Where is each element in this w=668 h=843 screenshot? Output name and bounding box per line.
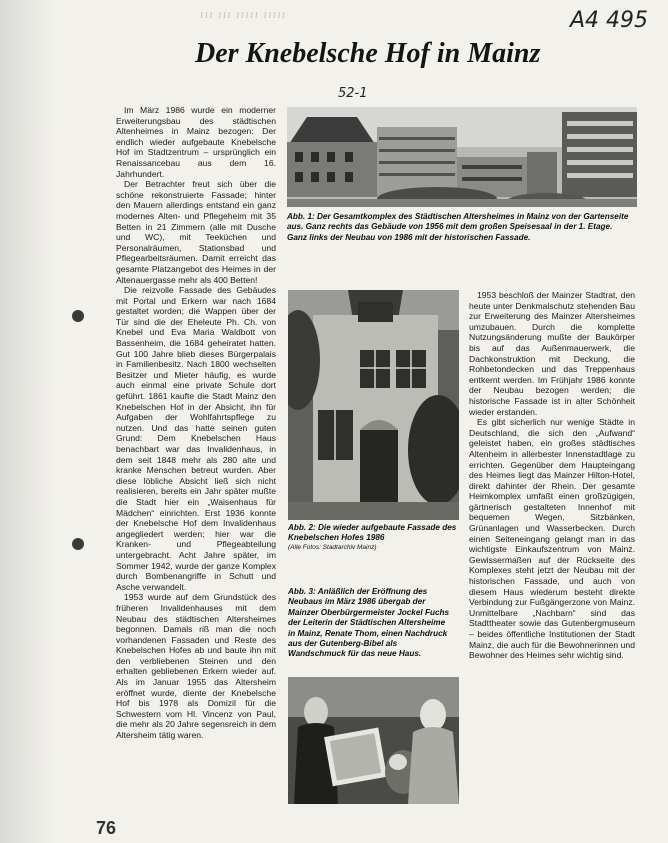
punch-hole-top [72, 310, 84, 322]
article-column-3 [469, 290, 635, 730]
paragraph: 1953 wurde auf dem Grundstück des früheren Invalidenhauses mit dem Neubau des städtischen Altersheimes begonnen. Damals riß man die noch vorhandenen Fassaden und Reste des Knebelschen Hofes ab und baute ihn mit den verbliebenen Steinen und den erhalten gebliebenen Erkern wieder auf. Als im Januar 1955 das Altersheim eröffnet wurde, diente der Knebelsche Hof bis 1978 als Domizil für die Schwestern vom Hl. Vincenz von Paul, die mehr als 20 Jahre segensreich in dem Altersheim tätig waren. [116, 592, 276, 741]
caption-figure-3: Abb. 3: Anläßlich der Eröffnung des Neubaus im März 1986 übergab der Mainzer Oberbürgermeister Jockel Fuchs der Leiterin der Städtischen Altersheime in Mainz, Renate Thom, einen Nachdruck aus der Gutenberg-Bibel als Wandschmuck für das neue Haus. [288, 587, 450, 659]
paragraph: Der Betrachter freut sich über die schöne rekonstruierte Fassade; hinter den Mauern allerdings entstand ein ganz modernes Alten- und Pflegeheim mit 35 Betten in 21 Zimmern (alle mit Dusche und WC), mit Teeküchen und Personalräumen, Stationsbad und Pflegearbeitsräumen. Damit erreicht das gesamte Platzangebot des Heimes in der Altenauergasse mehr als 400 Betten! [116, 179, 276, 285]
paragraph: Es gibt sicherlich nur wenige Städte in Deutschland, die sich den „Aufwand“ geleistet haben, ein großes städtisches Altenheim in allerbester Innenstadtlage zu errichten. Gegenüber dem Haupteingang des Heimes liegt das Mainzer Hilton-Hotel, direkt dahinter der Rhein. Der gesamte Heimkomplex umfaßt einen großzügigen, gärtnerisch gestalteten Innenhof mit bequemen Wegen, Sitzbänken, Grünanlagen und Wasserbecken. Durch einen Seiteneingang gelangt man in das wichtigste Einkaufszentrum von Mainz. Gewissermaßen auf der Rückseite des Komplexes steht jetzt der Neubau mit der historischen Fassade, und auch von diesem Haus wiederum besteht direkte Verbindung zur Fußgängerzone von Mainz. Unmittelbare „Nachbarn“ sind das Stadttheater sowie das Gutenbergmuseum – beides öffentliche Institutionen der Stadt Mainz, die auch für die Bewohnerinnen und Bewohner des Heimes sehr wichtig sind. [469, 417, 635, 661]
caption-figure-2 [288, 523, 459, 552]
caption-figure-2-text: Abb. 2: Die wieder aufgebaute Fassade des Knebelschen Hofes 1986 [288, 523, 457, 543]
punch-hole-bottom [72, 538, 84, 550]
handwritten-note: 52-1 [338, 86, 368, 101]
faint-header-text: ııı ııı ııııı ııııı [200, 6, 287, 21]
handwritten-archive-number: A4 495 [570, 8, 649, 33]
photo-ceremony [288, 677, 459, 804]
paragraph: 1953 beschloß der Mainzer Stadtrat, den heute unter Denkmalschutz stehenden Bau zur Erweiterung des Mainzer Altersheimes umzubauen. Durch die komplette Nutzungsänderung mußte der Baukörper bis auf das Außenmauerwerk, die Dachkonstruktion mit Deckung, die Rohbetondecken und das Treppenhaus entkernt werden. Im Frühjahr 1986 konnte der Neubau bezogen werden; die historische Fassade ist in alter Schönheit wieder erstanden. [469, 290, 635, 417]
photo-building-complex [287, 107, 637, 207]
caption-figure-1: Abb. 1: Der Gesamtkomplex des Städtischen Altersheimes in Mainz von der Gartenseite aus. Ganz rechts das Gebäude von 1956 mit dem großen Speisesaal in der 1. Etage. Ganz links der Neubau von 1986 mit der historischen Fassade. [287, 212, 629, 242]
article-column-1 [116, 105, 276, 803]
article-title: Der Knebelsche Hof in Mainz [195, 38, 541, 69]
page-shadow [0, 0, 80, 843]
photo-credit: (Alle Fotos: Stadtarchiv Mainz) [288, 543, 377, 551]
paragraph: Im März 1986 wurde ein moderner Erweiterungsbau des städtischen Altenheimes in Mainz bezogen: Der endlich wieder aufgebaute Knebelsche Hof im Stadtzentrum – ursprünglich ein Renaissancebau aus dem 16. Jahrhundert. [116, 105, 276, 179]
page-number: 76 [96, 818, 117, 838]
paragraph: Die reizvolle Fassade des Gebäudes mit Portal und Erkern war nach 1684 gestaltet worden; die Wappen über der Tür sind die der Eheleute Ph. Ch. von Knebel und Eva Maria Waldbott von Bassenheim, die 1684 geheiratet hatten. Gut 100 Jahre blieb dieses Bürgerpalais in Familienbesitz. Nach 1800 wechselten Besitzer und Mieter häufig, es wurde auch einmal eine private Schule dort geführt. 1861 kaufte die Stadt Mainz den Knebelschen Hof in der Absicht, ihn für Aufgaben der Wohlfahrtspflege zu nutzen. Und das hatte seinen guten Grund: Dem Knebelschen Haus benachbart war das Invalidenhaus, in dem seit 1848 mehr als 280 alte und kranke Menschen betreut wurden. Aber diese löbliche Absicht ließ sich nicht realisieren, bereits ein Jahr später mußte die Stadt hier ein „Waisenhaus für Mädchen“ einrichten. Erst 1936 konnte der Knebelsche Hof dem Invalidenhaus angegliedert werden; hier war die Kranken- und Pflegeabteilung untergebracht. Acht Jahre später, im Sommer 1942, wurde der ganze Komplex durch Bombenangriffe in Schutt und Asche verwandelt. [116, 285, 276, 592]
photo-facade [288, 290, 459, 520]
